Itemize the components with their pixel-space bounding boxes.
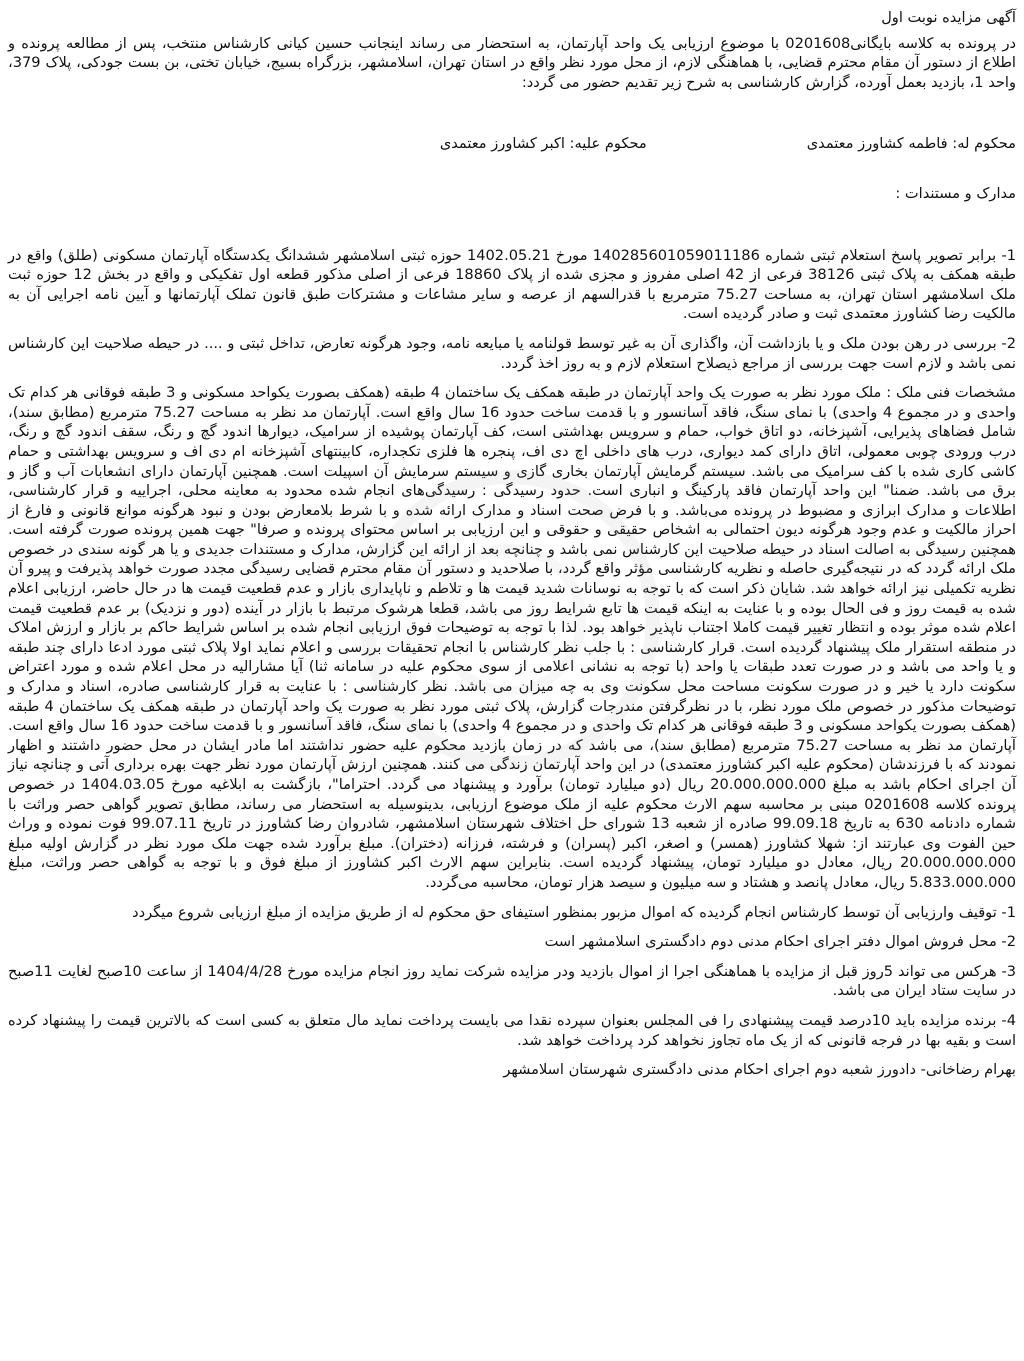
auction-point-1: 1- توقیف وارزیابی آن توسط کارشناس انجام گردیده که اموال مزبور بمنظور استیفای حق محکوم له از طریق مزایده از مبلغ ارزیابی شروع میگردد bbox=[132, 903, 1016, 921]
plaintiff-label: محکوم له: فاطمه کشاورز معتمدی bbox=[806, 135, 1016, 153]
defendant-label: محکوم علیه: اکبر کشاورز معتمدی bbox=[439, 135, 647, 153]
notice-title: آگهی مزایده نوبت اول bbox=[881, 9, 1016, 26]
jurisdiction-paragraph: 2- بررسی در رهن بودن ملک و یا بازداشت آن، واگذاری آن به غیر توسط قولنامه یا مبایعه نامه، وجود هرگونه تعارض، تداخل ثبتی و .... در حیطه صلاحیت این کارشناس نمی باشد و لازم است جهت بررسی از مراجع ذیصلاح استعلام لازم و به روز اخذ گردد. bbox=[8, 334, 1016, 372]
registry-paragraph: 1- برابر تصویر پاسخ استعلام ثبتی شماره 140285601059011186 مورخ 1402.05.21 حوزه ثبتی اسلامشهر ششدانگ یکدستگاه آپارتمان مسکونی (طلق) واقع در طبقه همکف به پلاک ثبتی 38126 فرعی از 42 اصلی مفروز و مجزی شده از پلاک 18860 فرعی از اصلی مذکور قطعه اول تفکیکی و واقع در بخش 12 حوزه ثبت ملک اسلامشهر استان تهران، به مساحت 75.27 مترمربع با قدرالسهم از عرصه و سایر مشاعات و مشترکات طبق قانون تملک آپارتمانها و آیین نامه اجرایی آن به مالکیت رضا کشاورز معتمدی ثبت و صادر گردیده است. bbox=[8, 246, 1017, 323]
intro-paragraph: در پرونده به کلاسه بایگانی0201608 با موضوع ارزیابی یک واحد آپارتمان، به استحضار می رساند اینجانب حسین کیانی کارشناس منتخب، پس از مطالعه پرونده و اطلاع از دستور آن مقام محترم قضایی، با هماهنگی لازم، از محل مورد نظر واقع در استان تهران، اسلامشهر، بزرگراه بسیج، خیابان تختی، بن بست جودکی، پلاک 379، واحد 1، بازدید بعمل آورده، گزارش کارشناسی به شرح زیر تقدیم حضور می گردد: bbox=[8, 34, 1017, 91]
auction-point-4: 4- برنده مزایده باید 10درصد قیمت پیشنهادی را فی المجلس بعنوان سپرده نقدا می بایست پرداخت نماید مال متعلق به کسی است که بالاترین قیمت را پیشنهاد کرده است و بقیه بها در فرجه قانونی که از یک ماه تجاوز نخواهد کرد پرداخت خواهد شد. bbox=[8, 1011, 1016, 1049]
auction-point-3: 3- هرکس می تواند 5روز قبل از مزایده با هماهنگی اجرا از اموال بازدید ودر مزایده شرکت نماید روز انجام مزایده مورخ 1404/4/28 از ساعت 10صبح لغایت 11صبح در سایت ستاد ایران می باشد. bbox=[8, 962, 1017, 1000]
documents-heading: مدارک و مستندات : bbox=[895, 184, 1016, 202]
parties-line bbox=[8, 134, 1016, 154]
signature-line: بهرام رضاخانی- دادورز شعبه دوم اجرای احکام مدنی دادگستری شهرستان اسلامشهر bbox=[503, 1061, 1016, 1079]
technical-specs-paragraph: مشخصات فنی ملک : ملک مورد نظر به صورت یک واحد آپارتمان در طبقه همکف یک ساختمان 4 طبقه (همکف بصورت یکواحد مسکونی و 3 طبقه فوقانی هر کدام تک واحدی و در مجموع 4 واحدی) با نمای سنگ، فاقد آسانسور و با قدمت ساخت حدود 16 سال واقع است. آپارتمان مد نظر به مساحت 75.27 مترمربع (مطابق سند)، شامل فضاهای پذیرایی، آشپزخانه، دو اتاق خواب، حمام و سرویس بهداشتی است، کف آپارتمان پوشیده از سرامیک، دیوارها اندود گچ و رنگ، سقف اندود گچ و رنگ، درب ورودی چوبی معمولی، اتاق دارای کمد دیواری، درب های داخلی اچ دی اف، پنجره ها فلزی تکجداره، کابینتهای آشپزخانه ام دی اف و سرویس بهداشتی و حمام کاشی کاری شده با کف سرامیک می باشد. سیستم گرمایش آپارتمان بخاری گازی و سیستم سرمایش آن اسپیلت است. همچنین آپارتمان دارای انشعابات آب و گاز و برق می باشد. ضمنا" این واحد آپارتمان فاقد پارکینگ و انباری است. حدود رسیدگی : رسیدگی‌های انجام شده محدود به معاینه محلی، اجراییه و قرار کارشناسی، اطلاعات و مدارک ابرازی و مضبوط در پرونده می‌باشد. و با فرض صحت اسناد و مدارک ارائه شده و با شرط بلامعارض بودن و نبود هرگونه موانع قانونی و فارغ از احراز مالکیت و عدم وجود هرگونه دیون احتمالی به اشخاص حقیقی و حقوقی و این ارزیابی بر اساس محتوای پرونده و صرفا" جهت همین پرونده صورت گرفته است. همچنین رسیدگی به اصالت اسناد در حیطه صلاحیت این کارشناس نمی باشد و چنانچه بعد از ارائه این گزارش، مدارک و مستندات جدیدی و یا هر گونه سندی در خصوص ملک ارائه گردد که در نتیجه‌گیری حاصله و نظریه کارشناسی مؤثر واقع گردد، با صلاحدید و دستور آن مقام محترم قضایی رسیدگی مجدد صورت خواهد پذیرفت و پیرو آن نظریه تکمیلی نیز ارائه خواهد شد. شایان ذکر است که با توجه به نوسانات شدید قیمت ها و تلاطم و ناپایداری بازار و عدم قطعیت قیمت ها در حال حاضر، ارزیابی اعلام شده به قیمت روز و فی الحال بوده و با عنایت به اینکه قیمت ها تابع شرایط روز می باشد، قطعا هرشوک مرتبط با بازار در آینده (دور و نزدیک) بر عدم قطعیت قیمت اعلام شده موثر بوده و انتظار تغییر قیمت کاملا اجتناب ناپذیر خواهد بود. لذا با توجه به توضیحات فوق ارزیابی انجام شده بر اساس شرایط حاکم بر بازار و ارزش املاک در منطقه استقرار ملک پیشنهاد گردیده است. قرار کارشناسی : با جلب نظر کارشناس با انجام تحقیقات بررسی و اعلام نماید اولا پلاک ثبتی مورد ادعا دارای چند طبقه و یا واحد می باشد و در صورت تعدد طبقات یا واحد (با توجه به نشانی اعلامی از سوی محکوم علیه در سامانه ثنا) آیا مشارالیه در محل اعلام شده و مورد اعتراض سکونت دارد یا خیر و در صورت سکونت مساحت محل سکونت وی به چه میزان می باشد. نظر کارشناسی : با عنایت به قرار کارشناسی صادره، اسناد و مدارک و توضیحات مذکور در خصوص ملک مورد نظر، با در نظرگرفتن مندرجات گزارش، پلاک ثبتی مورد نظر به صورت یک واحد آپارتمان در طبقه همکف یک ساختمان 4 طبقه (همکف بصورت یکواحد مسکونی و 3 طبقه فوقانی هر کدام تک واحدی و در مجموع 4 واحدی) با نمای سنگ، فاقد آسانسور و با قدمت ساخت حدود 16 سال واقع است. آپارتمان مد نظر به مساحت 75.27 مترمربع (مطابق سند)، می باشد که در زمان بازدید محکوم علیه حضور نداشتند اما مادر ایشان در محل حضور داشتند و اظهار نمودند که با فرزندشان (محکوم علیه اکبر کشاورز معتمدی) در این واحد آپارتمان زندگی می کنند. همچنین ارزش آپارتمان مورد نظر جهت بهره برداری آتی و چنانچه نیاز آن اجرای احکام باشد به مبلغ 20.000.000.000 ریال (دو میلیارد تومان) برآورد و پیشنهاد می گردد. احتراما"، بازگشت به ابلاغیه مورخ 1404.03.05 در خصوص پرونده کلاسه 0201608 مبنی بر محاسبه سهم الارث محکوم علیه از ملک موضوع ارزیابی، بدینوسیله به استحضار می رساند، مطابق تصویر گواهی حصر وراثت با شماره دادنامه 630 به تاریخ 99.09.18 صادره از شعبه 13 شورای حل اختلاف شهرستان اسلامشهر، شادروان رضا کشاورز در تاریخ 99.07.11 فوت نموده و وراث حین الفوت وی عبارتند از: شهلا کشاورز (همسر) و اصغر، اکبر (پسران) و فرشته، فرزانه (دختران). مبلغ برآورد شده جهت ملک مورد نظر در گزارش اولیه مبلغ 20.000.000.000 ریال، معادل دو میلیارد تومان، پیشنهاد گردیده است. بنابراین سهم الارث اکبر کشاورز از مبلغ فوق و با توجه به گواهی حصر وراثت، مبلغ 5.833.000.000 ریال، معادل پانصد و هشتاد و سه میلیون و سیصد هزار تومان، محاسبه می‌گردد. bbox=[8, 384, 1017, 891]
auction-point-2: 2- محل فروش اموال دفتر اجرای احکام مدنی دوم دادگستری اسلامشهر است bbox=[544, 933, 1016, 951]
